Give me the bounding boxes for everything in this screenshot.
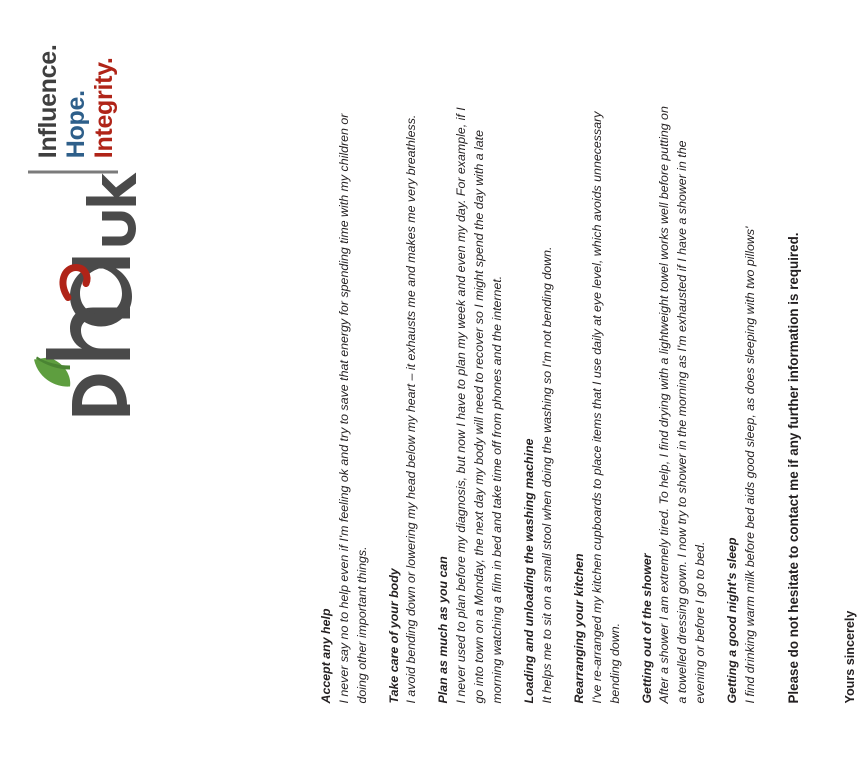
signoff: Yours sincerely	[842, 610, 857, 703]
tip-heading: Getting out of the shower	[639, 552, 654, 703]
tip-body: After a shower I am extremely tired. To help, I find drying with a lightweight towel works well before putting on a towelled dressing gown. I now try to shower in the morning as I'm exhausted if I have a shower in the evening or before I go to bed.	[657, 105, 708, 703]
letter-body	[318, 60, 857, 703]
tip-entry	[435, 60, 507, 703]
tip-body: I've re-arranged my kitchen cupboards to place items that I use daily at eye level, which avoids unnecessary bending down.	[589, 111, 622, 703]
closing-paragraph: Please do not hesitate to contact me if any further information is required.	[785, 232, 801, 703]
tip-body: I never say no to help even if I'm feeling ok and try to save that energy for spending time with my children or doing other important things.	[336, 113, 369, 703]
logo-tagline	[28, 44, 118, 173]
tagline-integrity: Integrity.	[90, 56, 118, 158]
tip-entry	[318, 60, 372, 703]
tip-heading: Plan as much as you can	[436, 555, 451, 703]
tip-heading: Loading and unloading the washing machine	[522, 437, 537, 703]
tip-entry	[386, 60, 422, 703]
pha-uk-logo	[28, 44, 146, 421]
tip-body: I find drinking warm milk before bed aids good sleep, as does sleeping with two pillows'	[742, 226, 757, 703]
tip-entry	[639, 60, 711, 703]
leaf-icon	[34, 356, 70, 386]
tip-heading: Rearranging your kitchen	[571, 552, 586, 703]
tip-body: I never used to plan before my diagnosis, but now I have to plan my week and even my day. For example, if I go into town on a Monday, the next day my body will need to recover so I might spend the day with a late morning watching a film in bed and take time off from phones and the internet.	[454, 106, 505, 703]
tip-heading: Accept any help	[319, 607, 333, 703]
tip-body: I avoid bending down or lowering my head below my heart – it exhausts me and makes me very breathless.	[404, 114, 419, 703]
tagline-hope: Hope.	[62, 89, 90, 158]
tip-body: It helps me to sit on a small stool when doing the washing so I'm not bending down.	[539, 246, 554, 703]
tip-entry	[724, 60, 760, 703]
tip-heading: Getting a good night's sleep	[725, 536, 740, 703]
logo-mark	[28, 185, 146, 421]
tagline-influence: Influence.	[34, 44, 62, 158]
tip-entry	[521, 60, 557, 703]
tip-entry	[571, 60, 625, 703]
tip-heading: Take care of your body	[386, 567, 401, 703]
